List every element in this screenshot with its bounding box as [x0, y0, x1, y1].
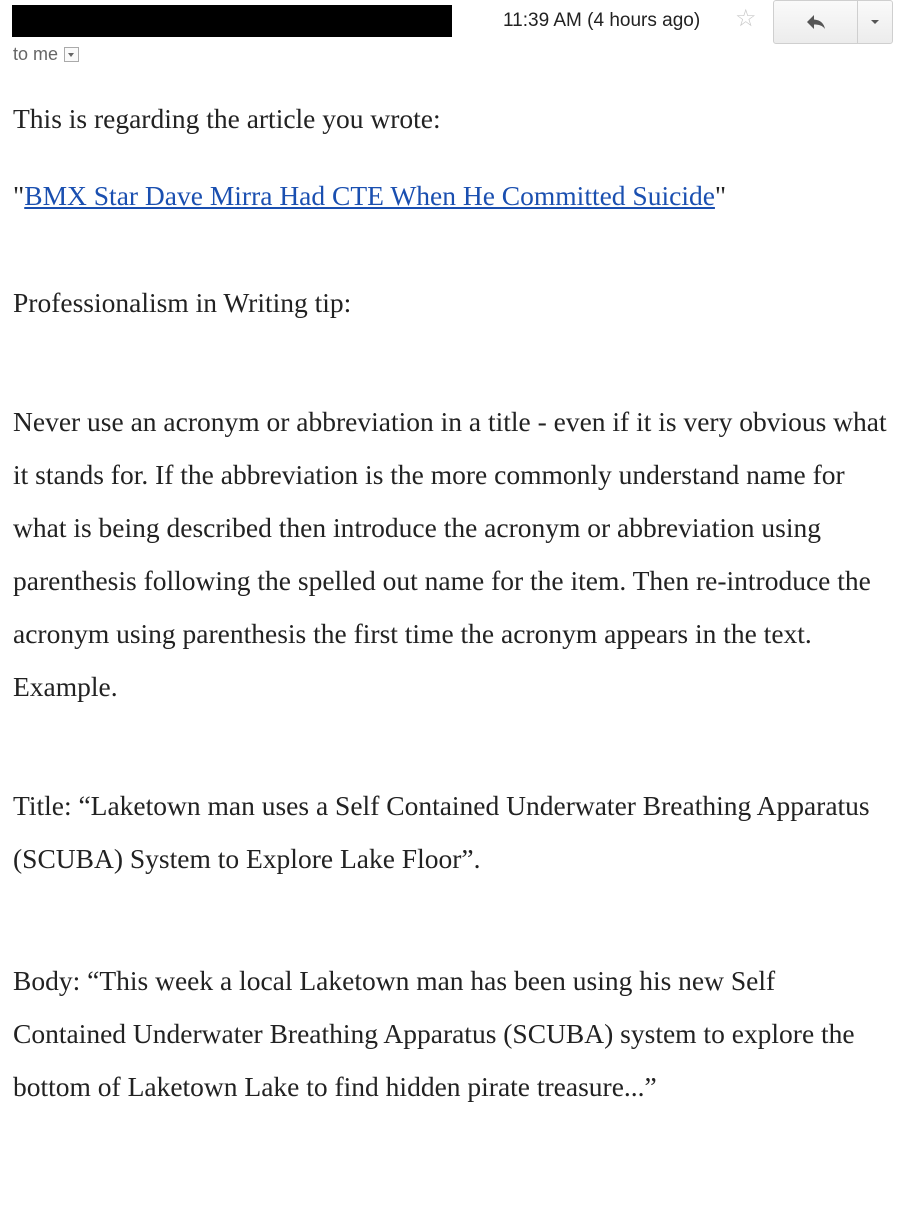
- email-header: [0, 0, 900, 70]
- article-link[interactable]: BMX Star Dave Mirra Had CTE When He Committed Suicide: [24, 180, 715, 211]
- intro-text: This is regarding the article you wrote:: [13, 103, 441, 134]
- reply-arrow-icon: [804, 12, 828, 32]
- redacted-sender: [12, 5, 452, 37]
- chevron-down-icon: [870, 18, 880, 26]
- more-options-button[interactable]: [858, 1, 892, 43]
- example-title: Title: “Laketown man uses a Self Contained Underwater Breathing Apparatus (SCUBA) System to Explore Lake Floor”.: [13, 790, 870, 874]
- rule-paragraph: Never use an acronym or abbreviation in a title - even if it is very obvious what it stands for. If the abbreviation is the more commonly understand name for what is being described then introduce the acronym or abbreviation using parenthesis following the spelled out name for the item. Then re-introduce the acronym using parenthesis the first time the acronym appears in the text. Example.: [13, 406, 887, 702]
- reply-button[interactable]: [774, 1, 858, 43]
- tip-heading: Professionalism in Writing tip:: [13, 287, 352, 318]
- quote-open: ": [13, 180, 25, 211]
- article-reference: [13, 169, 888, 222]
- star-icon[interactable]: ☆: [735, 4, 757, 32]
- quote-close: ": [714, 180, 727, 211]
- reply-button-group: [773, 0, 893, 44]
- recipient-line: [13, 44, 79, 65]
- recipient-label: to me: [13, 44, 59, 64]
- recipient-details-dropdown[interactable]: [64, 47, 79, 62]
- email-body: [13, 92, 888, 1113]
- example-body: Body: “This week a local Laketown man has been using his new Self Contained Underwater Breathing Apparatus (SCUBA) system to explore the bottom of Laketown Lake to find hidden pirate treasure...”: [13, 965, 855, 1102]
- email-timestamp: 11:39 AM (4 hours ago): [503, 10, 701, 31]
